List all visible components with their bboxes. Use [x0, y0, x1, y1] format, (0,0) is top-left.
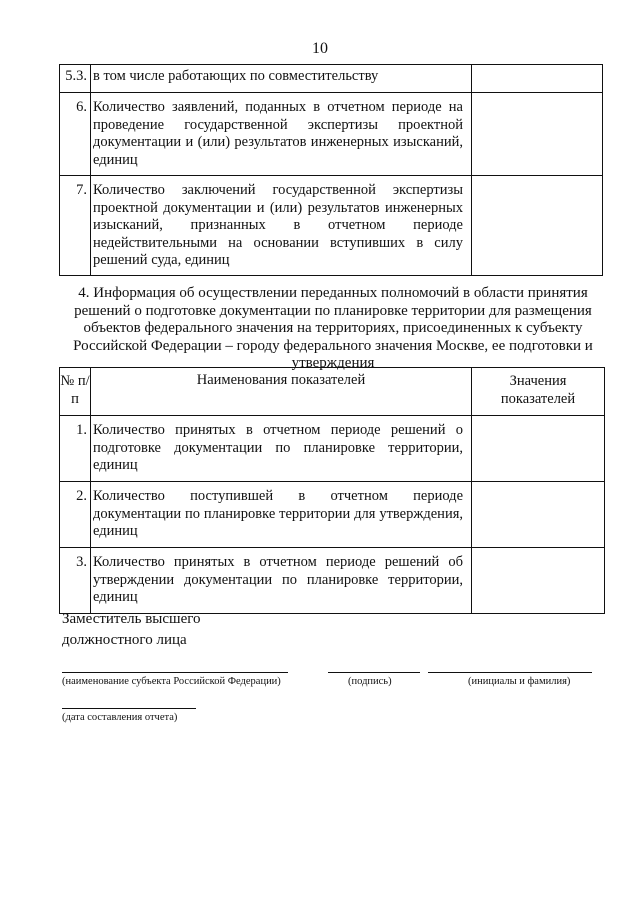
- row-number: 7.: [60, 176, 91, 276]
- name-caption: (инициалы и фамилия): [468, 676, 571, 687]
- indicator-name: Количество заявлений, поданных в отчетном периоде на проведение государственной экспертизы проектной документации и (или) результатов инженерных изысканий, единиц: [91, 93, 472, 176]
- section-heading: 4. Информация об осуществлении переданных полномочий в области принятия решений о подготовке документации по планировке территории для размещения объектов федерального значения на территориях, присоединенных к субъекту Российской Федерации – городу федерального значения Москве, ее подготовки и утверждения: [73, 285, 593, 372]
- indicator-value: [472, 176, 603, 276]
- indicator-name: Количество поступившей в отчетном периоде документации по планировке территории для утверждения, единиц: [91, 482, 472, 548]
- table-row: [60, 93, 603, 176]
- indicator-name: Количество принятых в отчетном периоде решений о подготовке документации по планировке территории, единиц: [91, 416, 472, 482]
- indicator-value: [472, 65, 603, 93]
- page-number: 10: [312, 40, 328, 57]
- column-header-name: Наименования показателей: [91, 368, 472, 416]
- table-row: [60, 65, 603, 93]
- row-number: 1.: [60, 416, 91, 482]
- column-header-value: Значения показателей: [472, 368, 605, 416]
- planning-documentation-table: [59, 367, 605, 614]
- row-number: 5.3.: [60, 65, 91, 93]
- table-row: [60, 482, 605, 548]
- signature-caption: (подпись): [348, 676, 392, 687]
- subject-name-line: [62, 672, 288, 673]
- table-row: [60, 176, 603, 276]
- signer-title: [62, 609, 201, 651]
- date-caption: (дата составления отчета): [62, 712, 178, 723]
- indicator-name: Количество принятых в отчетном периоде решений об утверждении документации по планировке территории, единиц: [91, 548, 472, 614]
- table-row: [60, 416, 605, 482]
- signature-line: [328, 672, 420, 673]
- row-number: 3.: [60, 548, 91, 614]
- subject-name-caption: (наименование субъекта Российской Федерации): [62, 676, 281, 687]
- indicator-name: Количество заключений государственной экспертизы проектной документации и (или) результатов инженерных изысканий, признанных в отчетном периоде недействительными на основании вступивших в силу решений суда, единиц: [91, 176, 472, 276]
- date-line: [62, 708, 196, 709]
- indicator-value: [472, 482, 605, 548]
- row-number: 6.: [60, 93, 91, 176]
- indicator-value: [472, 416, 605, 482]
- signer-title-line: должностного лица: [62, 632, 187, 648]
- indicator-value: [472, 548, 605, 614]
- indicator-value: [472, 93, 603, 176]
- indicator-name: в том числе работающих по совместительству: [91, 65, 472, 93]
- name-line: [428, 672, 592, 673]
- table-row: [60, 548, 605, 614]
- continued-indicators-table: [59, 64, 603, 276]
- column-header-number: № п/п: [60, 368, 91, 416]
- table-header-row: [60, 368, 605, 416]
- row-number: 2.: [60, 482, 91, 548]
- signer-title-line: Заместитель высшего: [62, 611, 201, 627]
